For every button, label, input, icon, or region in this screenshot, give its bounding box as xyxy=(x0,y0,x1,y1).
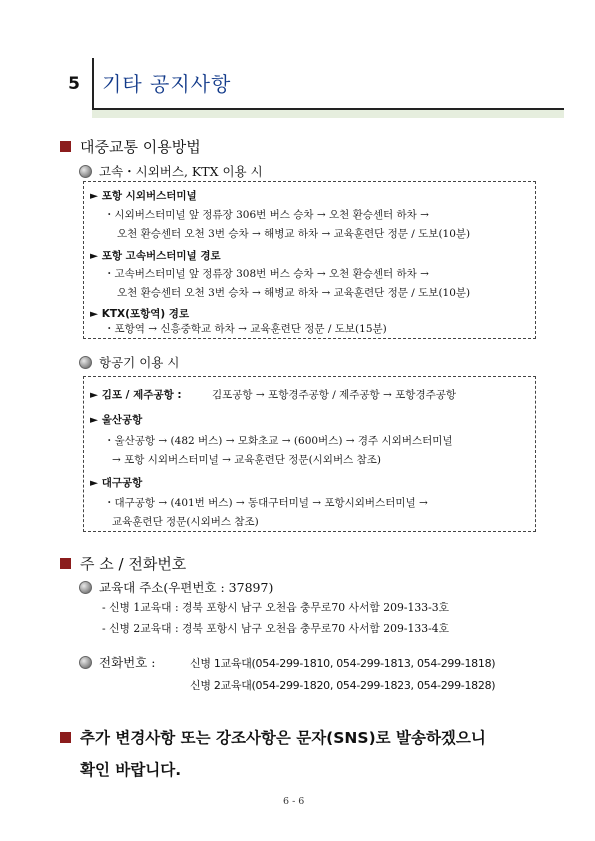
ground-transport-box xyxy=(83,181,536,339)
route-line: 오천 환승센터 오천 3번 승차 → 해병교 하차 → 교육훈련단 정문 / 도보(10분) xyxy=(117,287,471,299)
route-heading: ► KTX(포항역) 경로 xyxy=(90,308,190,320)
chapter-underline-shade xyxy=(92,110,564,118)
section-heading-transit xyxy=(60,136,201,157)
route-heading: ► 포항 고속버스터미널 경로 xyxy=(90,250,221,262)
chapter-number: 5 xyxy=(68,74,80,94)
air-transport-box xyxy=(83,376,536,532)
route-line: → 포항 시외버스터미널 → 교육훈련단 정문(시외버스 참조) xyxy=(112,454,381,466)
subheading-address xyxy=(79,578,273,596)
section-title: 대중교통 이용방법 xyxy=(80,138,201,156)
route-heading: ► 대구공항 xyxy=(90,477,143,489)
address-line: - 신병 2교육대 : 경북 포항시 남구 오천읍 충무로70 사서함 209-133-4호 xyxy=(102,622,450,635)
phone-line: 신병 2교육대(054-299-1820, 054-299-1823, 054-299-1828) xyxy=(190,679,496,692)
notice-line-2: 확인 바랍니다. xyxy=(80,761,182,779)
route-heading: ► 울산공항 xyxy=(90,414,143,426)
route-heading: ► 김포 / 제주공항 : xyxy=(90,389,182,401)
route-heading: ► 포항 시외버스터미널 xyxy=(90,190,197,202)
circle-bullet-icon xyxy=(79,356,92,369)
square-bullet-icon xyxy=(60,558,71,569)
route-line: ・고속버스터미널 앞 정류장 308번 버스 승차 → 오천 환승센터 하차 → xyxy=(104,268,429,280)
notice-line xyxy=(60,726,486,748)
route-line: 김포공항 → 포항경주공항 / 제주공항 → 포항경주공항 xyxy=(212,389,457,401)
address-line: - 신병 1교육대 : 경북 포항시 남구 오천읍 충무로70 사서함 209-133-3호 xyxy=(102,601,450,614)
section-heading-address xyxy=(60,553,186,574)
chapter-title: 기타 공지사항 xyxy=(102,72,232,96)
square-bullet-icon xyxy=(60,141,71,152)
address-title: 교육대 주소(우편번호 : 37897) xyxy=(99,580,274,595)
circle-bullet-icon xyxy=(79,581,92,594)
route-line: ・시외버스터미널 앞 정류장 306번 버스 승차 → 오천 환승센터 하차 → xyxy=(104,209,429,221)
route-line: ・울산공항 → (482 버스) → 모화초교 → (600버스) → 경주 시외버스터미널 xyxy=(104,435,453,447)
subheading-phone xyxy=(79,653,156,671)
page-number: 6 - 6 xyxy=(283,796,305,807)
phone-line: 신병 1교육대(054-299-1810, 054-299-1813, 054-299-1818) xyxy=(190,657,496,670)
subheading-title: 항공기 이용 시 xyxy=(99,355,180,370)
subheading-ground xyxy=(79,162,263,180)
phone-label: 전화번호 : xyxy=(99,655,156,670)
route-line: 오천 환승센터 오천 3번 승차 → 해병교 하차 → 교육훈련단 정문 / 도보(10분) xyxy=(117,228,471,240)
route-line: 교육훈련단 정문(시외버스 참조) xyxy=(112,516,259,528)
notice-text: 추가 변경사항 또는 강조사항은 문자(SNS)로 발송하겠으니 xyxy=(80,729,486,747)
section-title: 주 소 / 전화번호 xyxy=(80,555,187,573)
circle-bullet-icon xyxy=(79,656,92,669)
subheading-air xyxy=(79,353,179,371)
square-bullet-icon xyxy=(60,732,71,743)
route-line: ・포항역 → 신흥중학교 하차 → 교육훈련단 정문 / 도보(15분) xyxy=(104,323,387,335)
chapter-divider xyxy=(92,58,94,110)
circle-bullet-icon xyxy=(79,165,92,178)
route-line: ・대구공항 → (401번 버스) → 동대구터미널 → 포항시외버스터미널 → xyxy=(104,497,428,509)
subheading-title: 고속・시외버스, KTX 이용 시 xyxy=(99,164,263,179)
